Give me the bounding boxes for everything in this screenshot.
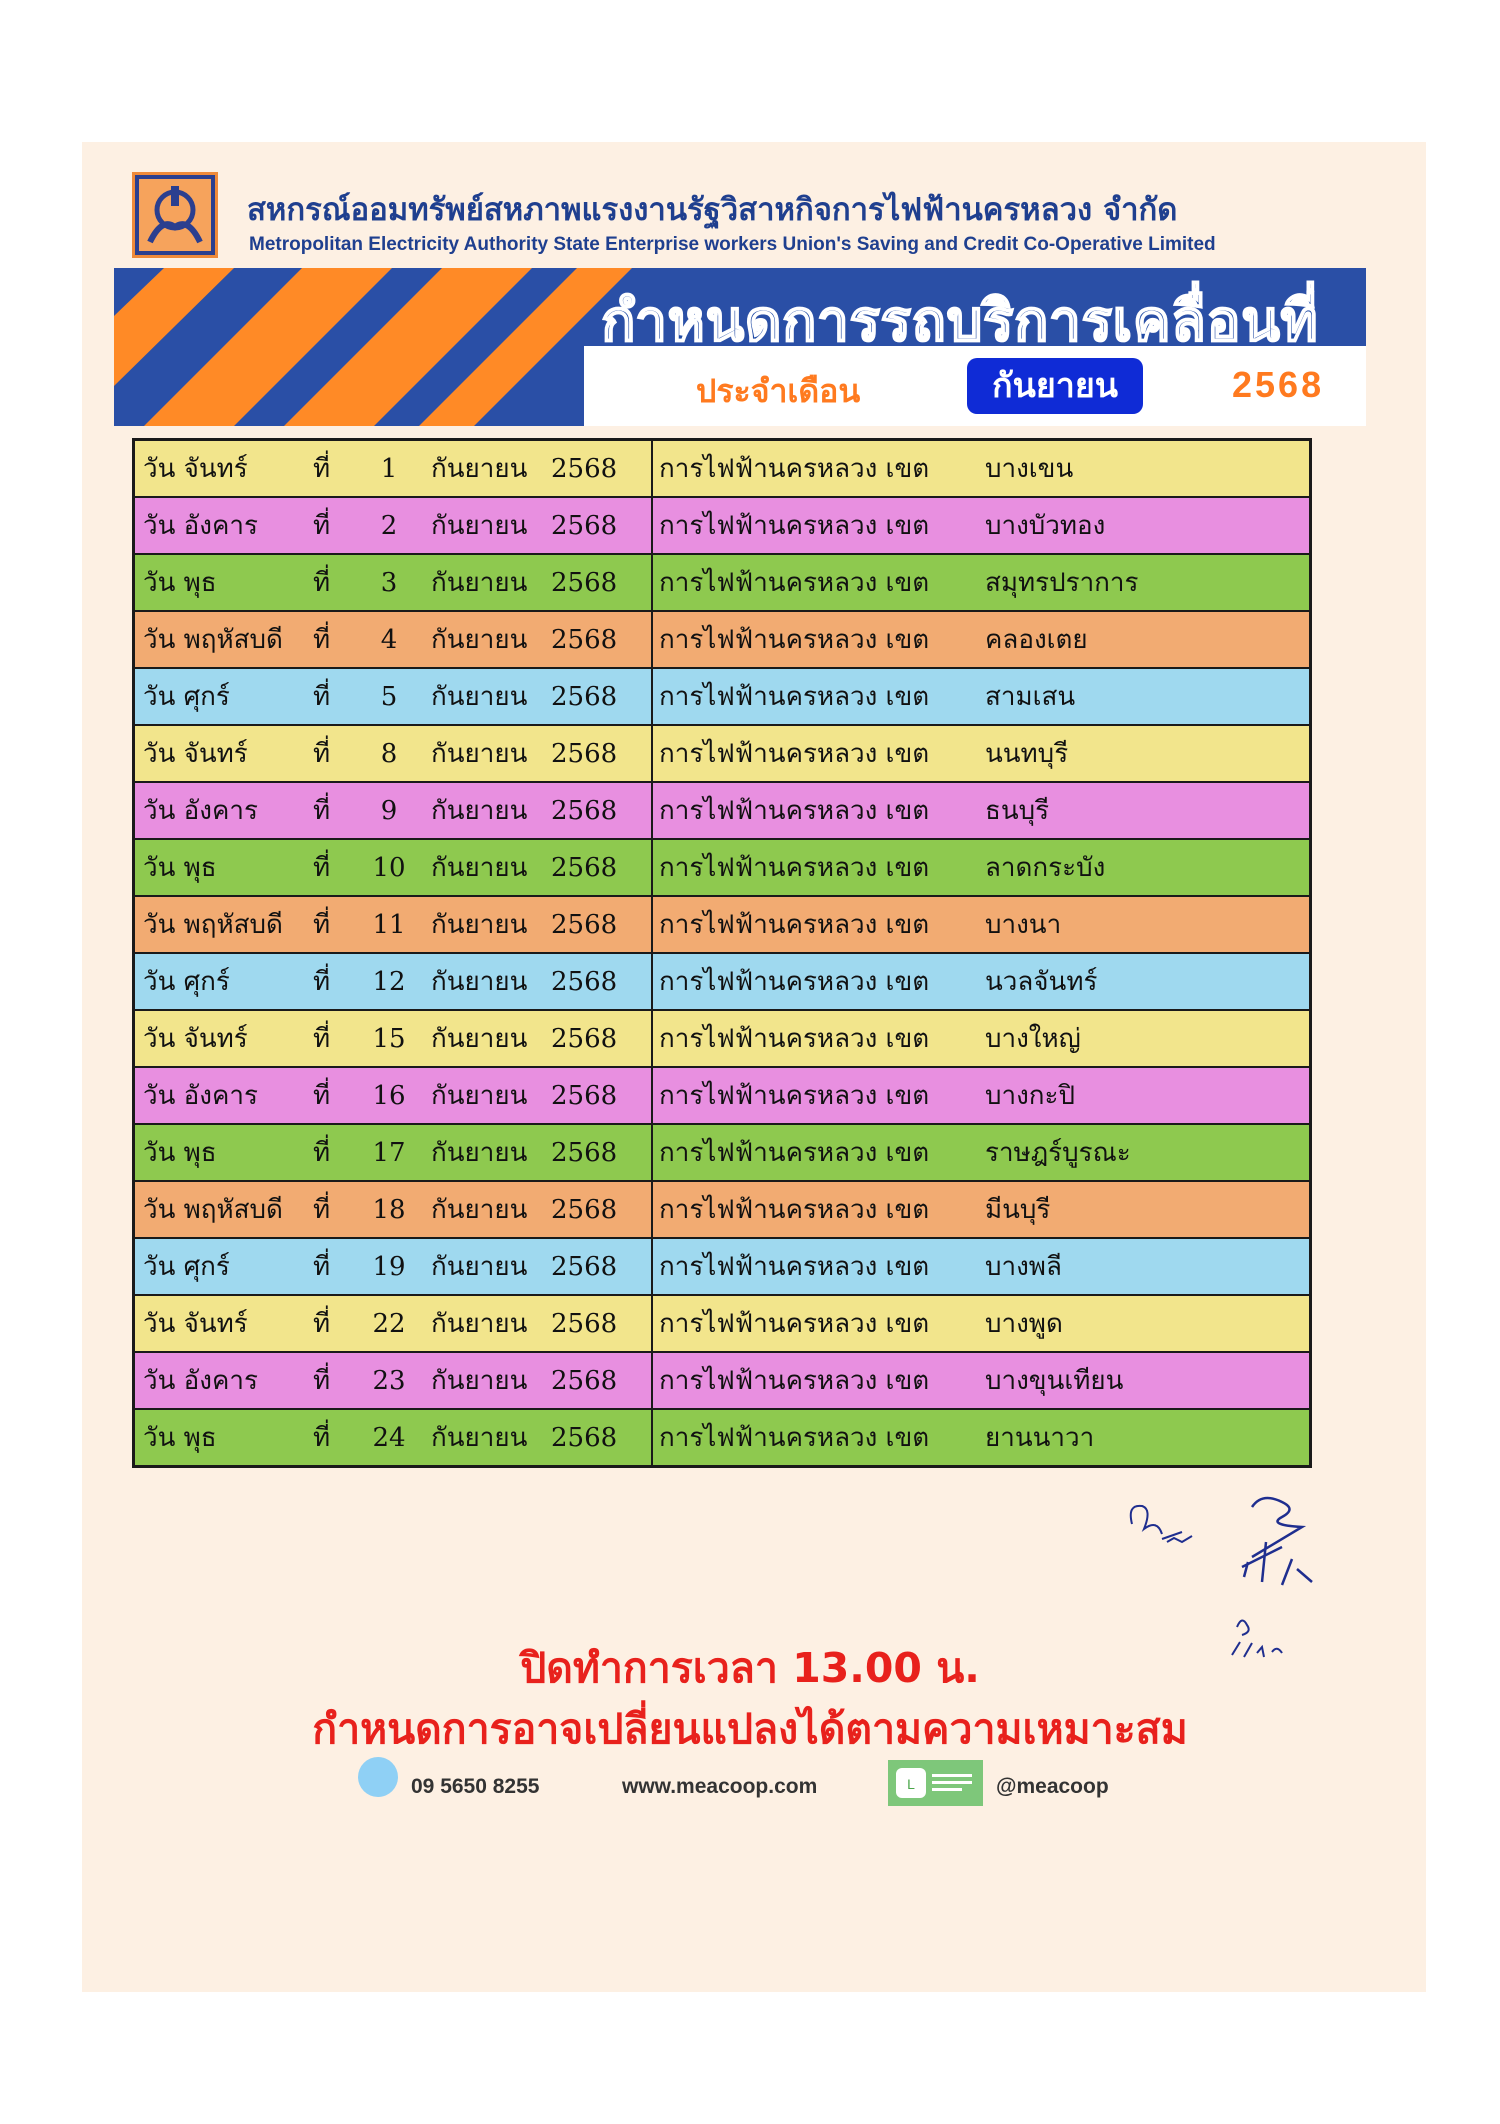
- phone-icon: [358, 1757, 398, 1797]
- schedule-ti: ที่: [313, 497, 353, 554]
- schedule-year: 2568: [551, 668, 652, 725]
- schedule-row: [134, 1409, 1311, 1467]
- schedule-org: การไฟฟ้านครหลวง เขต: [652, 668, 981, 725]
- schedule-year: 2568: [551, 1238, 652, 1295]
- schedule-day: วัน จันทร์: [134, 1010, 314, 1067]
- schedule-ti: ที่: [313, 1352, 353, 1409]
- schedule-org: การไฟฟ้านครหลวง เขต: [652, 554, 981, 611]
- schedule-year: 2568: [551, 725, 652, 782]
- schedule-year: 2568: [551, 896, 652, 953]
- schedule-month: กันยายน: [425, 440, 551, 498]
- banner-title: กำหนดการรถบริการเคลื่อนที่: [601, 289, 1319, 354]
- schedule-row: [134, 1295, 1311, 1352]
- schedule-org: การไฟฟ้านครหลวง เขต: [652, 497, 981, 554]
- schedule-district: ลาดกระบัง: [981, 839, 1311, 896]
- schedule-org: การไฟฟ้านครหลวง เขต: [652, 1409, 981, 1467]
- schedule-row: [134, 839, 1311, 896]
- schedule-date: 24: [353, 1409, 425, 1467]
- schedule-day: วัน ศุกร์: [134, 953, 314, 1010]
- schedule-day: วัน พุธ: [134, 839, 314, 896]
- schedule-day: วัน ศุกร์: [134, 1238, 314, 1295]
- schedule-district: คลองเตย: [981, 611, 1311, 668]
- schedule-day: วัน จันทร์: [134, 1295, 314, 1352]
- schedule-month: กันยายน: [425, 839, 551, 896]
- schedule-org: การไฟฟ้านครหลวง เขต: [652, 1124, 981, 1181]
- schedule-row: [134, 1352, 1311, 1409]
- schedule-ti: ที่: [313, 440, 353, 498]
- schedule-month: กันยายน: [425, 896, 551, 953]
- schedule-org: การไฟฟ้านครหลวง เขต: [652, 1067, 981, 1124]
- schedule-date: 19: [353, 1238, 425, 1295]
- schedule-month: กันยายน: [425, 668, 551, 725]
- schedule-day: วัน จันทร์: [134, 725, 314, 782]
- schedule-day: วัน พุธ: [134, 554, 314, 611]
- schedule-district: บางกะปิ: [981, 1067, 1311, 1124]
- schedule-month: กันยายน: [425, 1409, 551, 1467]
- schedule-date: 3: [353, 554, 425, 611]
- schedule-year: 2568: [551, 1295, 652, 1352]
- contact-phone: [411, 1762, 539, 1812]
- contact-website[interactable]: [622, 1762, 817, 1812]
- schedule-row: [134, 1181, 1311, 1238]
- schedule-ti: ที่: [313, 1295, 353, 1352]
- schedule-date: 5: [353, 668, 425, 725]
- schedule-month: กันยายน: [425, 1010, 551, 1067]
- svg-text:L: L: [907, 1776, 915, 1792]
- schedule-month: กันยายน: [425, 1295, 551, 1352]
- schedule-district: สมุทรปราการ: [981, 554, 1311, 611]
- schedule-year: 2568: [551, 1010, 652, 1067]
- schedule-ti: ที่: [313, 668, 353, 725]
- schedule-month: กันยายน: [425, 554, 551, 611]
- schedule-row: [134, 497, 1311, 554]
- org-name-english: Metropolitan Electricity Authority State Enterprise workers Union's Saving and Credit Co-Operative Limited: [249, 234, 1216, 255]
- schedule-year: 2568: [551, 1181, 652, 1238]
- schedule-year: 2568: [551, 782, 652, 839]
- schedule-day: วัน อังคาร: [134, 782, 314, 839]
- schedule-year: 2568: [551, 953, 652, 1010]
- schedule-row: [134, 1238, 1311, 1295]
- org-name-thai: สหกรณ์ออมทรัพย์สหภาพแรงงานรัฐวิสาหกิจการไฟฟ้านครหลวง จำกัด: [247, 192, 1178, 228]
- schedule-org: การไฟฟ้านครหลวง เขต: [652, 953, 981, 1010]
- schedule-day: วัน อังคาร: [134, 1352, 314, 1409]
- schedule-row: [134, 611, 1311, 668]
- handwritten-signature-2: [1222, 1487, 1332, 1597]
- schedule-row: [134, 554, 1311, 611]
- schedule-row: [134, 440, 1311, 498]
- schedule-district: มีนบุรี: [981, 1181, 1311, 1238]
- schedule-row: [134, 1067, 1311, 1124]
- schedule-ti: ที่: [313, 1010, 353, 1067]
- handwritten-signature-1: [1122, 1494, 1212, 1554]
- schedule-district: บางเขน: [981, 440, 1311, 498]
- schedule-day: วัน จันทร์: [134, 440, 314, 498]
- schedule-row: [134, 725, 1311, 782]
- schedule-org: การไฟฟ้านครหลวง เขต: [652, 1010, 981, 1067]
- footer-closing-time: ปิดทำการเวลา 13.00 น.: [520, 1644, 980, 1692]
- schedule-district: นนทบุรี: [981, 725, 1311, 782]
- schedule-ti: ที่: [313, 1067, 353, 1124]
- schedule-date: 15: [353, 1010, 425, 1067]
- schedule-ti: ที่: [313, 953, 353, 1010]
- schedule-day: วัน พฤหัสบดี: [134, 611, 314, 668]
- schedule-district: ราษฎร์บูรณะ: [981, 1124, 1311, 1181]
- schedule-month: กันยายน: [425, 1181, 551, 1238]
- phone-number: 09 5650 8255: [411, 1775, 540, 1798]
- schedule-year: 2568: [551, 839, 652, 896]
- schedule-year: 2568: [551, 611, 652, 668]
- title-banner: [114, 268, 1366, 426]
- contact-line[interactable]: [996, 1762, 1109, 1812]
- schedule-year: 2568: [551, 497, 652, 554]
- schedule-org: การไฟฟ้านครหลวง เขต: [652, 839, 981, 896]
- schedule-month: กันยายน: [425, 497, 551, 554]
- schedule-day: วัน อังคาร: [134, 1067, 314, 1124]
- schedule-day: วัน อังคาร: [134, 497, 314, 554]
- website-link[interactable]: www.meacoop.com: [622, 1775, 818, 1798]
- schedule-date: 10: [353, 839, 425, 896]
- schedule-year: 2568: [551, 440, 652, 498]
- schedule-year: 2568: [551, 1352, 652, 1409]
- schedule-month: กันยายน: [425, 1238, 551, 1295]
- schedule-org: การไฟฟ้านครหลวง เขต: [652, 782, 981, 839]
- schedule-month: กันยายน: [425, 1067, 551, 1124]
- schedule-table: [132, 438, 1312, 1468]
- schedule-date: 17: [353, 1124, 425, 1181]
- schedule-row: [134, 782, 1311, 839]
- schedule-month: กันยายน: [425, 611, 551, 668]
- schedule-district: บางนา: [981, 896, 1311, 953]
- schedule-ti: ที่: [313, 839, 353, 896]
- line-id[interactable]: @meacoop: [996, 1775, 1109, 1798]
- schedule-date: 18: [353, 1181, 425, 1238]
- banner-year: 2568: [1232, 364, 1325, 405]
- schedule-year: 2568: [551, 1124, 652, 1181]
- schedule-org: การไฟฟ้านครหลวง เขต: [652, 611, 981, 668]
- schedule-ti: ที่: [313, 611, 353, 668]
- schedule-org: การไฟฟ้านครหลวง เขต: [652, 1295, 981, 1352]
- schedule-month: กันยายน: [425, 953, 551, 1010]
- schedule-date: 1: [353, 440, 425, 498]
- schedule-ti: ที่: [313, 1124, 353, 1181]
- footer-notice: กำหนดการอาจเปลี่ยนแปลงได้ตามความเหมาะสม: [312, 1705, 1188, 1753]
- schedule-date: 8: [353, 725, 425, 782]
- schedule-district: บางบัวทอง: [981, 497, 1311, 554]
- schedule-month: กันยายน: [425, 1124, 551, 1181]
- schedule-day: วัน พุธ: [134, 1124, 314, 1181]
- schedule-district: บางขุนเทียน: [981, 1352, 1311, 1409]
- schedule-row: [134, 953, 1311, 1010]
- schedule-org: การไฟฟ้านครหลวง เขต: [652, 1181, 981, 1238]
- schedule-month: กันยายน: [425, 725, 551, 782]
- schedule-ti: ที่: [313, 725, 353, 782]
- schedule-date: 9: [353, 782, 425, 839]
- schedule-month: กันยายน: [425, 1352, 551, 1409]
- schedule-district: บางใหญ่: [981, 1010, 1311, 1067]
- schedule-year: 2568: [551, 554, 652, 611]
- banner-month-badge: กันยายน: [967, 358, 1143, 414]
- schedule-row: [134, 896, 1311, 953]
- schedule-district: นวลจันทร์: [981, 953, 1311, 1010]
- schedule-day: วัน พุธ: [134, 1409, 314, 1467]
- coop-logo-icon: [132, 172, 218, 258]
- schedule-district: บางพลี: [981, 1238, 1311, 1295]
- schedule-date: 16: [353, 1067, 425, 1124]
- schedule-date: 2: [353, 497, 425, 554]
- schedule-ti: ที่: [313, 896, 353, 953]
- schedule-district: สามเสน: [981, 668, 1311, 725]
- schedule-date: 4: [353, 611, 425, 668]
- schedule-ti: ที่: [313, 782, 353, 839]
- schedule-date: 12: [353, 953, 425, 1010]
- schedule-org: การไฟฟ้านครหลวง เขต: [652, 896, 981, 953]
- schedule-ti: ที่: [313, 554, 353, 611]
- schedule-row: [134, 1124, 1311, 1181]
- schedule-ti: ที่: [313, 1238, 353, 1295]
- schedule-ti: ที่: [313, 1409, 353, 1467]
- schedule-org: การไฟฟ้านครหลวง เขต: [652, 440, 981, 498]
- schedule-day: วัน พฤหัสบดี: [134, 1181, 314, 1238]
- schedule-year: 2568: [551, 1067, 652, 1124]
- schedule-district: ยานนาวา: [981, 1409, 1311, 1467]
- schedule-ti: ที่: [313, 1181, 353, 1238]
- schedule-date: 11: [353, 896, 425, 953]
- schedule-org: การไฟฟ้านครหลวง เขต: [652, 1352, 981, 1409]
- banner-month-label: ประจำเดือน: [696, 372, 861, 410]
- schedule-org: การไฟฟ้านครหลวง เขต: [652, 1238, 981, 1295]
- schedule-row: [134, 668, 1311, 725]
- schedule-date: 23: [353, 1352, 425, 1409]
- schedule-org: การไฟฟ้านครหลวง เขต: [652, 725, 981, 782]
- schedule-day: วัน ศุกร์: [134, 668, 314, 725]
- schedule-district: ธนบุรี: [981, 782, 1311, 839]
- schedule-district: บางพูด: [981, 1295, 1311, 1352]
- line-qr-icon: [888, 1760, 983, 1806]
- schedule-date: 22: [353, 1295, 425, 1352]
- schedule-row: [134, 1010, 1311, 1067]
- schedule-day: วัน พฤหัสบดี: [134, 896, 314, 953]
- schedule-month: กันยายน: [425, 782, 551, 839]
- schedule-year: 2568: [551, 1409, 652, 1467]
